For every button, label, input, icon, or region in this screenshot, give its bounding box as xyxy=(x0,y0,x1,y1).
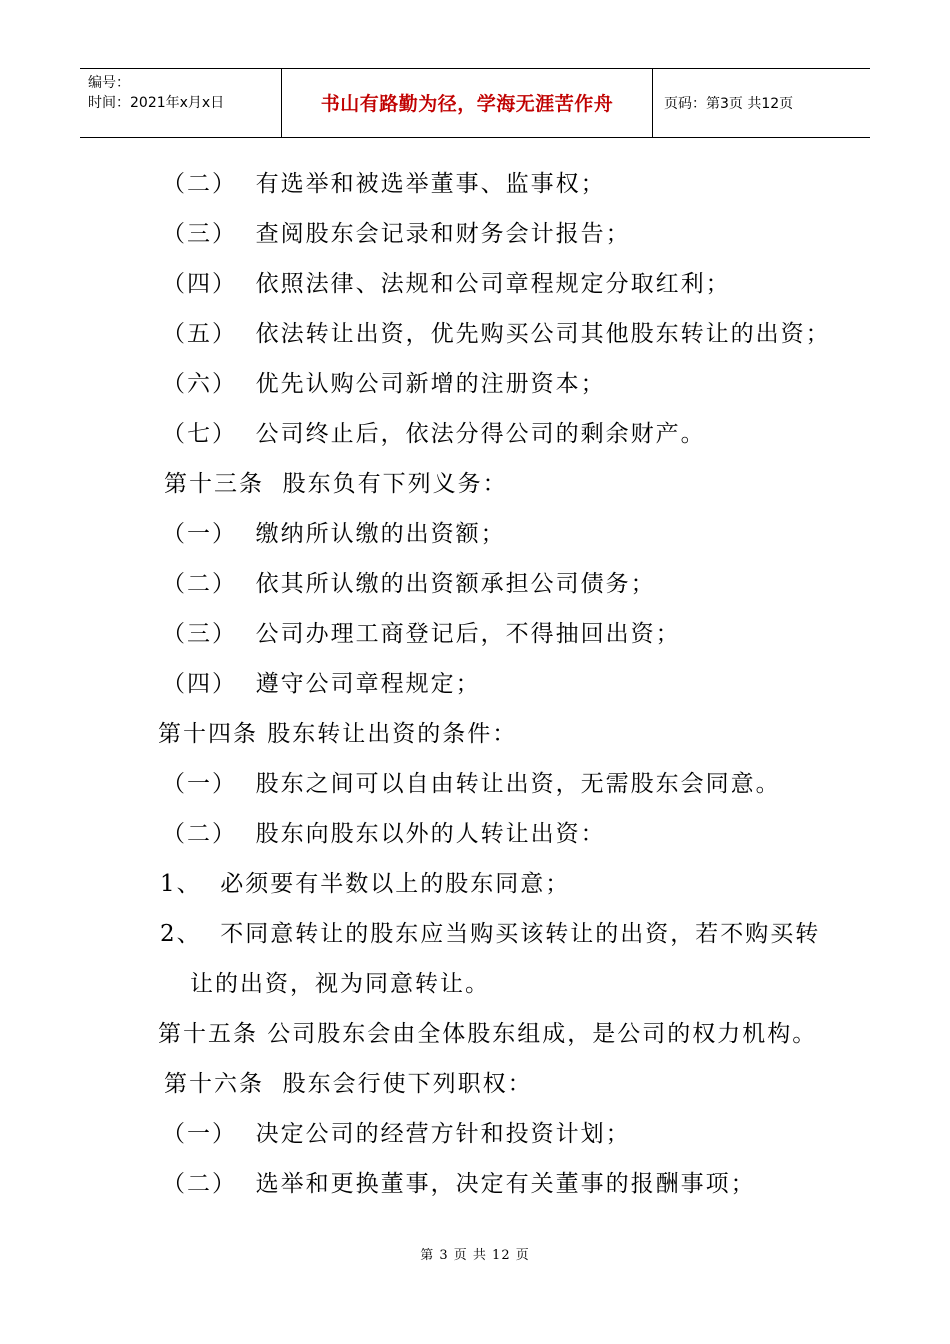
body-line: （一） 缴纳所认缴的出资额； xyxy=(162,521,506,547)
body-line: （四） 遵守公司章程规定； xyxy=(162,671,481,697)
page-header xyxy=(80,68,870,138)
body-line: （四） 依照法律、法规和公司章程规定分取红利； xyxy=(162,271,731,297)
body-line: （二） 依其所认缴的出资额承担公司债务； xyxy=(162,571,656,597)
body-line: （二） 选举和更换董事，决定有关董事的报酬事项； xyxy=(162,1171,756,1197)
body-line: （三） 查阅股东会记录和财务会计报告； xyxy=(162,221,631,247)
body-line: （六） 优先认购公司新增的注册资本； xyxy=(162,371,606,397)
header-page-number: 页码：第3页 共12页 xyxy=(664,96,794,112)
article-heading: 第十五条 公司股东会由全体股东组成，是公司的权力机构。 xyxy=(158,1021,818,1047)
article-heading: 第十四条 股东转让出资的条件： xyxy=(158,721,518,747)
page-footer: 第 3 页 共 12 页 xyxy=(420,1248,530,1263)
document-number-label: 编号： xyxy=(88,75,130,91)
header-motto: 书山有路勤为径，学海无涯苦作舟 xyxy=(320,93,614,115)
body-line: （五） 依法转让出资，优先购买公司其他股东转让的出资； xyxy=(162,321,831,347)
article-heading: 第十六条 股东会行使下列职权： xyxy=(164,1071,533,1097)
body-line: 2、 不同意转让的股东应当购买该转让的出资，若不购买转 xyxy=(160,921,821,947)
header-page-cell xyxy=(654,69,870,137)
body-line: （一） 决定公司的经营方针和投资计划； xyxy=(162,1121,631,1147)
body-line: （二） 股东向股东以外的人转让出资： xyxy=(162,821,606,847)
body-line: （七） 公司终止后，依法分得公司的剩余财产。 xyxy=(162,421,706,447)
header-motto-cell xyxy=(282,69,653,137)
header-info-cell xyxy=(80,69,282,137)
body-line: 让的出资，视为同意转让。 xyxy=(190,971,490,997)
body-line: （二） 有选举和被选举董事、监事权； xyxy=(162,171,606,197)
article-heading: 第十三条 股东负有下列义务： xyxy=(164,471,508,497)
body-line: 1、 必须要有半数以上的股东同意； xyxy=(160,871,571,897)
body-line: （三） 公司办理工商登记后，不得抽回出资； xyxy=(162,621,681,647)
document-time-label: 时间：2021年x月x日 xyxy=(88,95,225,111)
body-line: （一） 股东之间可以自由转让出资，无需股东会同意。 xyxy=(162,771,781,797)
